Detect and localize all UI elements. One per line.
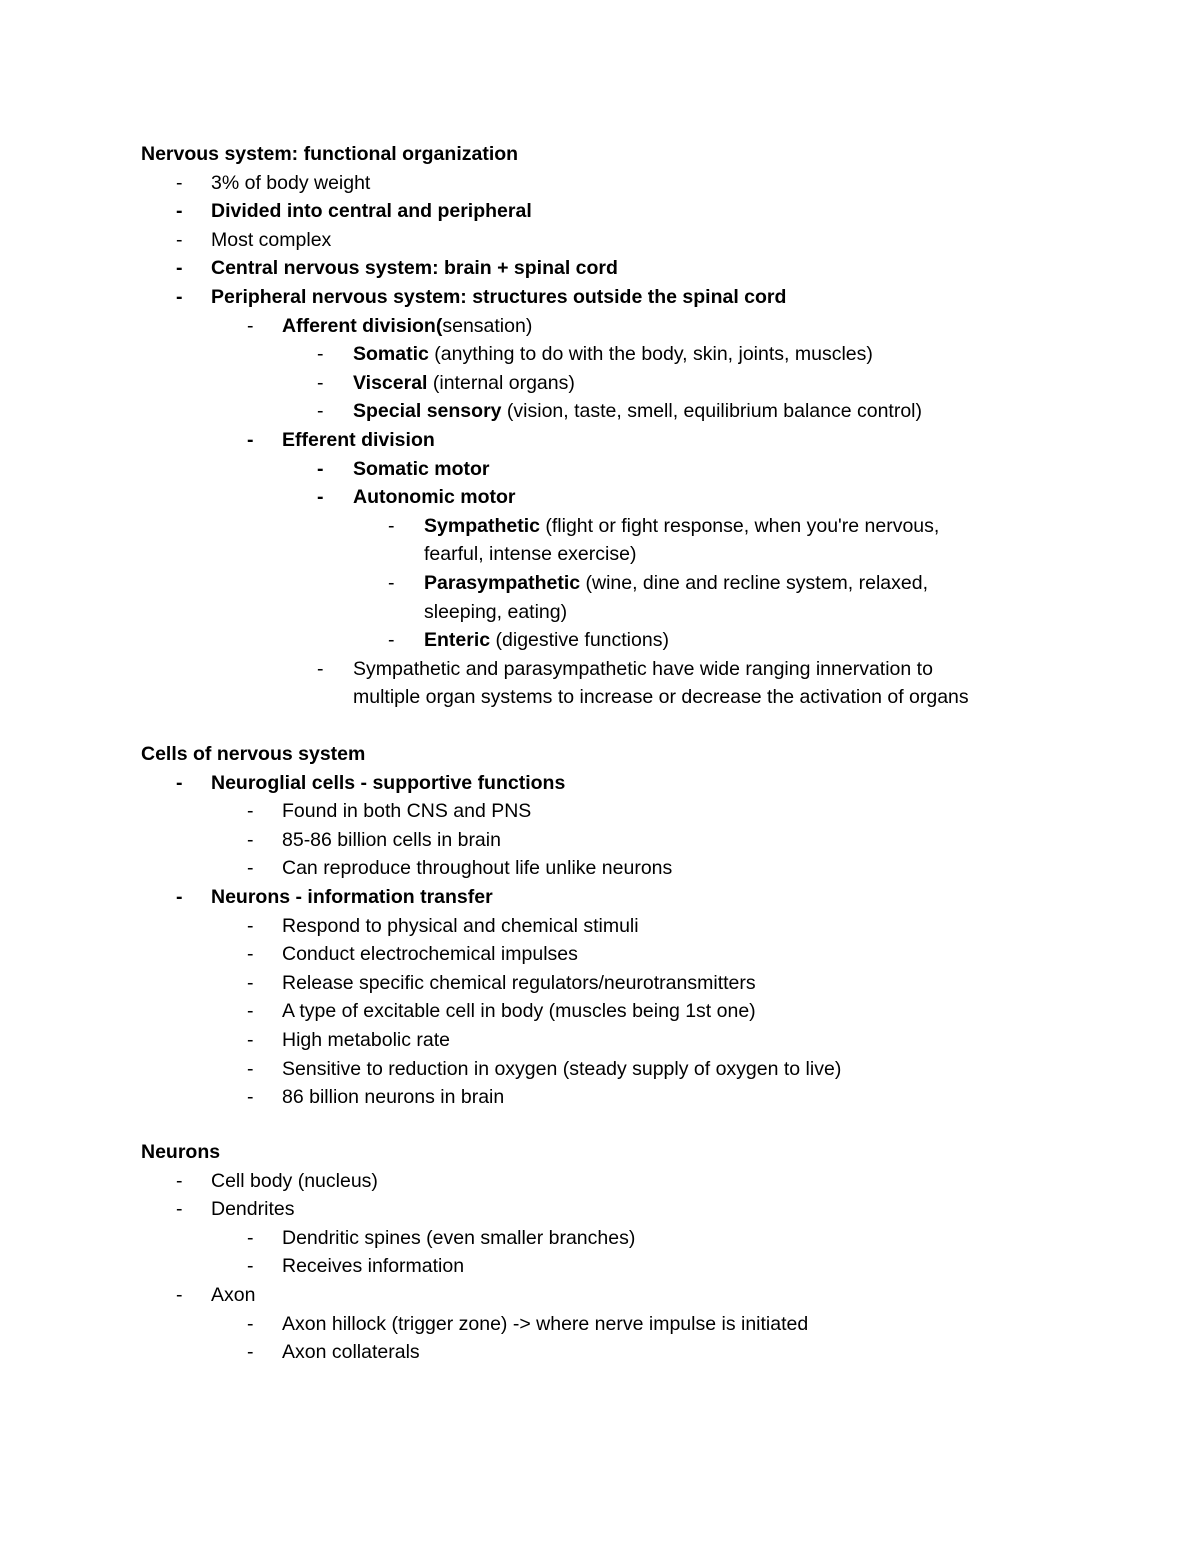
- bullet-dash: -: [317, 343, 324, 366]
- list-item-continuation: multiple organ systems to increase or decrease the activation of organs: [353, 686, 969, 709]
- list-item: [353, 456, 490, 482]
- list-item: [282, 855, 672, 881]
- bullet-dash: -: [247, 1312, 254, 1335]
- list-item-bold: Somatic motor: [353, 457, 490, 480]
- bullet-dash: -: [388, 514, 395, 537]
- list-item-text: sensation): [442, 314, 533, 337]
- list-item-bold: Efferent division: [282, 429, 435, 451]
- list-item: [211, 770, 565, 796]
- bullet-dash: -: [247, 314, 254, 337]
- list-item: [424, 570, 928, 596]
- list-item-text: Most complex: [211, 228, 332, 251]
- list-item-text: Receives information: [282, 1255, 465, 1278]
- list-item: [282, 313, 532, 339]
- list-item-text: Sympathetic and parasympathetic have wide ranging innervation to: [353, 657, 933, 680]
- list-item: [353, 656, 933, 682]
- bullet-dash: -: [176, 257, 183, 280]
- list-item: [282, 1253, 464, 1279]
- list-item: [353, 398, 922, 424]
- list-item-bold: Afferent division(: [282, 314, 443, 337]
- list-item: [211, 1196, 294, 1222]
- list-item-text: (anything to do with the body, skin, joints, muscles): [428, 343, 873, 366]
- list-item: [424, 627, 669, 653]
- bullet-dash: -: [247, 828, 254, 851]
- list-item-text: (vision, taste, smell, equilibrium balance control): [501, 400, 923, 423]
- list-item-text: A type of excitable cell in body (muscles being 1st one): [282, 1000, 756, 1023]
- list-item: [282, 1311, 808, 1337]
- list-item-bold: Enteric: [424, 629, 491, 652]
- bullet-dash: -: [247, 1086, 254, 1109]
- bullet-dash: -: [247, 1341, 254, 1364]
- list-item-bold: Central nervous system: brain + spinal cord: [211, 257, 618, 280]
- list-item: [211, 1282, 255, 1308]
- list-item-text: Release specific chemical regulators/neurotransmitters: [282, 971, 756, 994]
- list-item: [282, 1225, 635, 1251]
- list-item-text: 85-86 billion cells in brain: [282, 828, 501, 851]
- list-item-bold: Somatic: [353, 343, 429, 366]
- bullet-dash: -: [247, 800, 254, 823]
- bullet-dash: -: [247, 1226, 254, 1249]
- bullet-dash: -: [176, 228, 183, 251]
- list-item: [211, 227, 331, 253]
- list-item: [282, 427, 435, 453]
- list-item-text: Found in both CNS and PNS: [282, 800, 532, 823]
- list-item: [282, 913, 639, 939]
- list-item: [211, 198, 532, 224]
- section-heading: Nervous system: functional organization: [141, 143, 519, 165]
- list-item-bold: Peripheral nervous system: structures outside the spinal cord: [211, 286, 787, 308]
- list-item-bold: Divided into central and peripheral: [211, 200, 532, 223]
- list-item: [211, 170, 370, 196]
- list-item: [282, 1339, 420, 1365]
- list-item: [211, 884, 493, 910]
- list-item: [282, 798, 531, 824]
- list-item: [353, 484, 515, 510]
- bullet-dash: -: [176, 171, 183, 194]
- bullet-dash: -: [247, 971, 254, 994]
- list-item-bold: Parasympathetic: [424, 572, 581, 594]
- list-item-text: Sensitive to reduction in oxygen (steady supply of oxygen to live): [282, 1057, 842, 1080]
- list-item-bold: Sympathetic: [424, 514, 540, 537]
- list-item: [282, 1056, 841, 1082]
- bullet-dash: -: [317, 657, 324, 680]
- bullet-dash: -: [317, 457, 324, 480]
- bullet-dash: -: [317, 400, 324, 423]
- list-item-continuation: fearful, intense exercise): [424, 543, 637, 566]
- list-item: [282, 1027, 450, 1053]
- list-item-text: Dendrites: [211, 1198, 295, 1221]
- list-item-text: Axon: [211, 1284, 256, 1306]
- bullet-dash: -: [247, 943, 254, 966]
- list-item-text: (wine, dine and recline system, relaxed,: [580, 572, 928, 594]
- list-item: [282, 1084, 504, 1110]
- list-item-text: Dendritic spines (even smaller branches): [282, 1226, 636, 1249]
- list-item-bold: Visceral: [353, 371, 428, 394]
- bullet-dash: -: [388, 629, 395, 652]
- list-item: [424, 513, 939, 539]
- list-item-bold: Neurons - information transfer: [211, 886, 493, 908]
- list-item: [282, 998, 756, 1024]
- list-item-text: (digestive functions): [490, 629, 669, 652]
- list-item-continuation: sleeping, eating): [424, 600, 568, 623]
- bullet-dash: -: [247, 857, 254, 880]
- list-item-text: 86 billion neurons in brain: [282, 1086, 505, 1109]
- list-item-bold: Autonomic motor: [353, 486, 516, 509]
- section-heading: Neurons: [141, 1141, 221, 1163]
- bullet-dash: -: [317, 371, 324, 394]
- list-item-text: (flight or fight response, when you're nervous,: [539, 514, 940, 537]
- list-item: [211, 255, 618, 281]
- list-item: [211, 1168, 378, 1194]
- list-item-text: Axon hillock (trigger zone) -> where nerve impulse is initiated: [282, 1312, 809, 1335]
- list-item: [353, 370, 575, 396]
- list-item-text: 3% of body weight: [211, 171, 371, 194]
- bullet-dash: -: [247, 1000, 254, 1023]
- bullet-dash: -: [176, 1198, 183, 1221]
- list-item-text: Can reproduce throughout life unlike neurons: [282, 857, 673, 880]
- bullet-dash: -: [247, 1057, 254, 1080]
- bullet-dash: -: [176, 1169, 183, 1192]
- list-item-text: Cell body (nucleus): [211, 1169, 378, 1192]
- bullet-dash: -: [176, 1284, 183, 1306]
- list-item-text: Conduct electrochemical impulses: [282, 943, 578, 966]
- bullet-dash: -: [317, 486, 324, 509]
- list-item: [211, 284, 786, 310]
- list-item: [282, 970, 756, 996]
- list-item-bold: Special sensory: [353, 400, 502, 423]
- bullet-dash: -: [247, 914, 254, 937]
- bullet-dash: -: [176, 771, 183, 794]
- list-item-text: Axon collaterals: [282, 1341, 420, 1364]
- bullet-dash: -: [176, 886, 183, 908]
- bullet-dash: -: [247, 429, 254, 451]
- bullet-dash: -: [388, 572, 395, 594]
- list-item-text: High metabolic rate: [282, 1029, 450, 1051]
- bullet-dash: -: [176, 286, 183, 308]
- list-item: [282, 827, 501, 853]
- section-heading: Cells of nervous system: [141, 743, 366, 765]
- bullet-dash: -: [247, 1255, 254, 1278]
- list-item: [353, 341, 873, 367]
- list-item-text: (internal organs): [427, 371, 575, 394]
- list-item: [282, 941, 578, 967]
- bullet-dash: -: [176, 200, 183, 223]
- list-item-bold: Neuroglial cells - supportive functions: [211, 771, 566, 794]
- bullet-dash: -: [247, 1029, 254, 1051]
- list-item-text: Respond to physical and chemical stimuli: [282, 914, 639, 937]
